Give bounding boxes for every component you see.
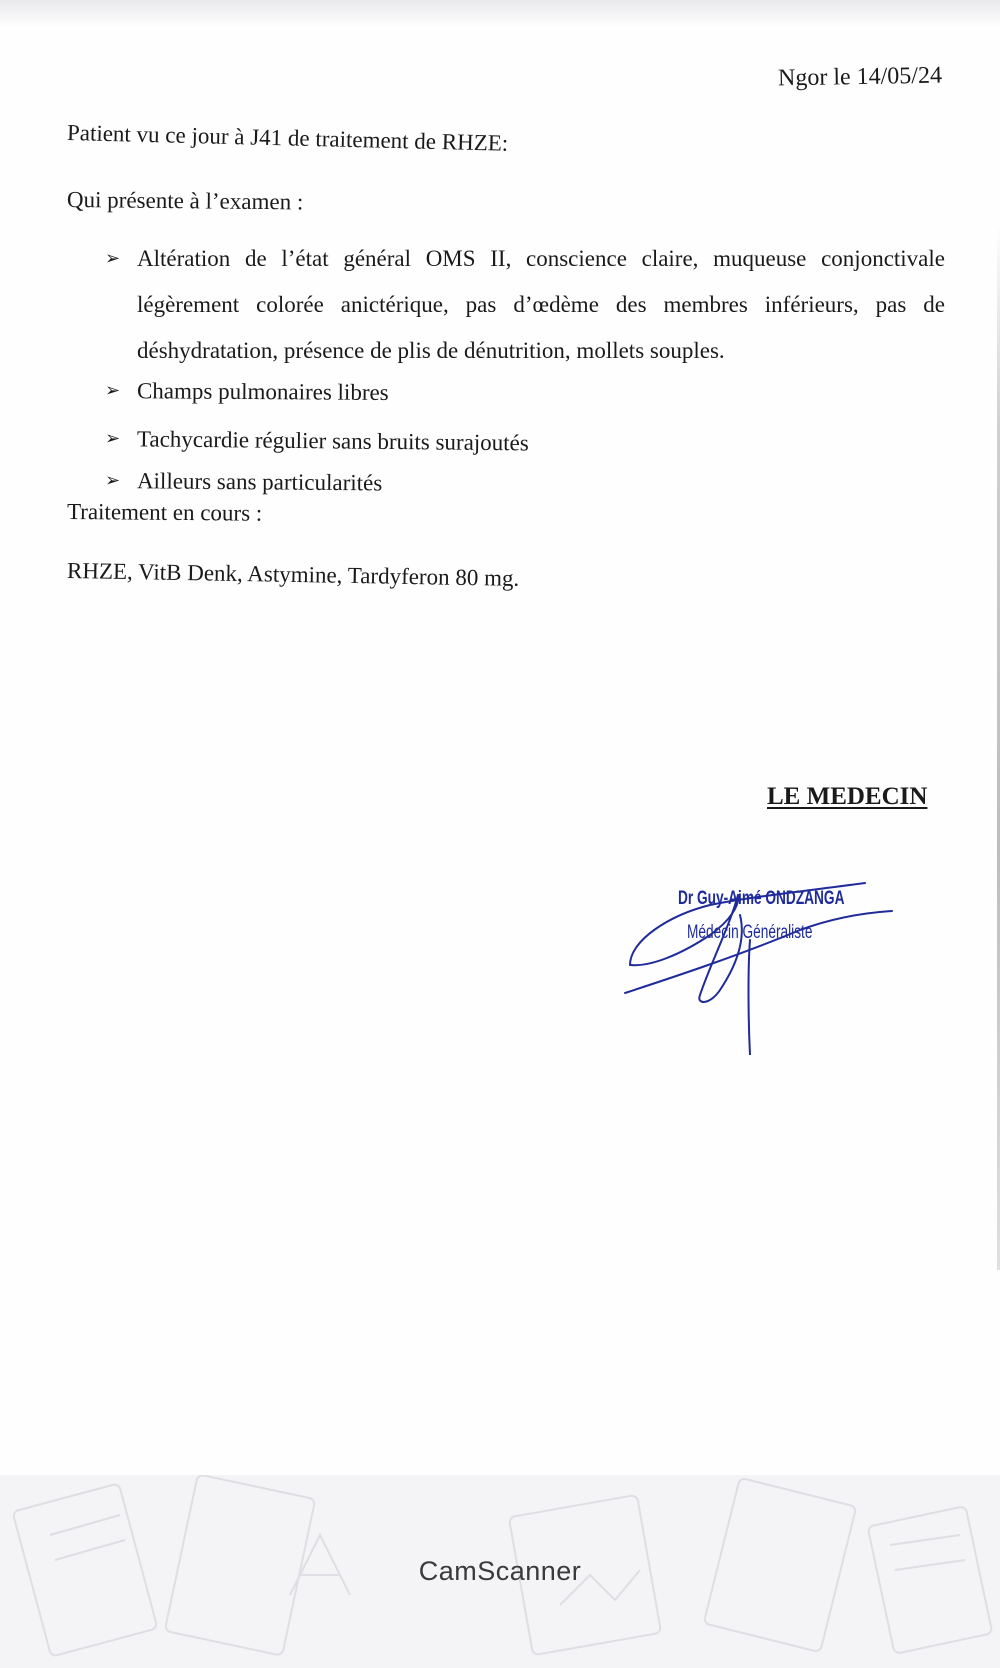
- signature-scribble: [620, 855, 900, 1055]
- list-item-text: Altération de l’état général OMS II, conscience claire, muqueuse conjonctivale légèrement colorée anictérique, pas d’œdème des membres inférieurs, pas de déshydratation, présence de plis de dénutrition, mollets souples.: [137, 246, 945, 363]
- list-item-text: Tachycardie régulier sans bruits surajoutés: [136, 426, 529, 456]
- stamp-role: Médecin Généraliste: [687, 922, 813, 943]
- list-item: [105, 368, 945, 420]
- treatment-list: RHZE, VitB Denk, Astymine, Tardyferon 80 mg.: [66, 558, 520, 591]
- camscanner-footer: [0, 1475, 1000, 1668]
- arrow-bullet-icon: ➢: [105, 248, 121, 269]
- arrow-bullet-icon: ➢: [104, 380, 121, 402]
- page-top-shadow: [0, 0, 1000, 28]
- intro-line: Patient vu ce jour à J41 de traitement de RHZE:: [66, 120, 509, 156]
- list-item-text: Ailleurs sans particularités: [136, 468, 383, 496]
- treatment-heading: Traitement en cours :: [66, 499, 263, 526]
- findings-list: [105, 236, 945, 512]
- signature-heading: LE MEDECIN: [767, 783, 928, 810]
- camscanner-label: CamScanner: [418, 1556, 582, 1586]
- arrow-bullet-icon: ➢: [104, 428, 121, 450]
- date-line: Ngor le 14/05/24: [777, 62, 943, 92]
- stamp-name: Dr Guy-Aimé ONDZANGA: [678, 888, 845, 909]
- list-item: [105, 236, 945, 374]
- list-item-text: Champs pulmonaires libres: [136, 378, 389, 405]
- exam-heading: Qui présente à l’examen :: [66, 187, 304, 215]
- arrow-bullet-icon: ➢: [104, 470, 121, 492]
